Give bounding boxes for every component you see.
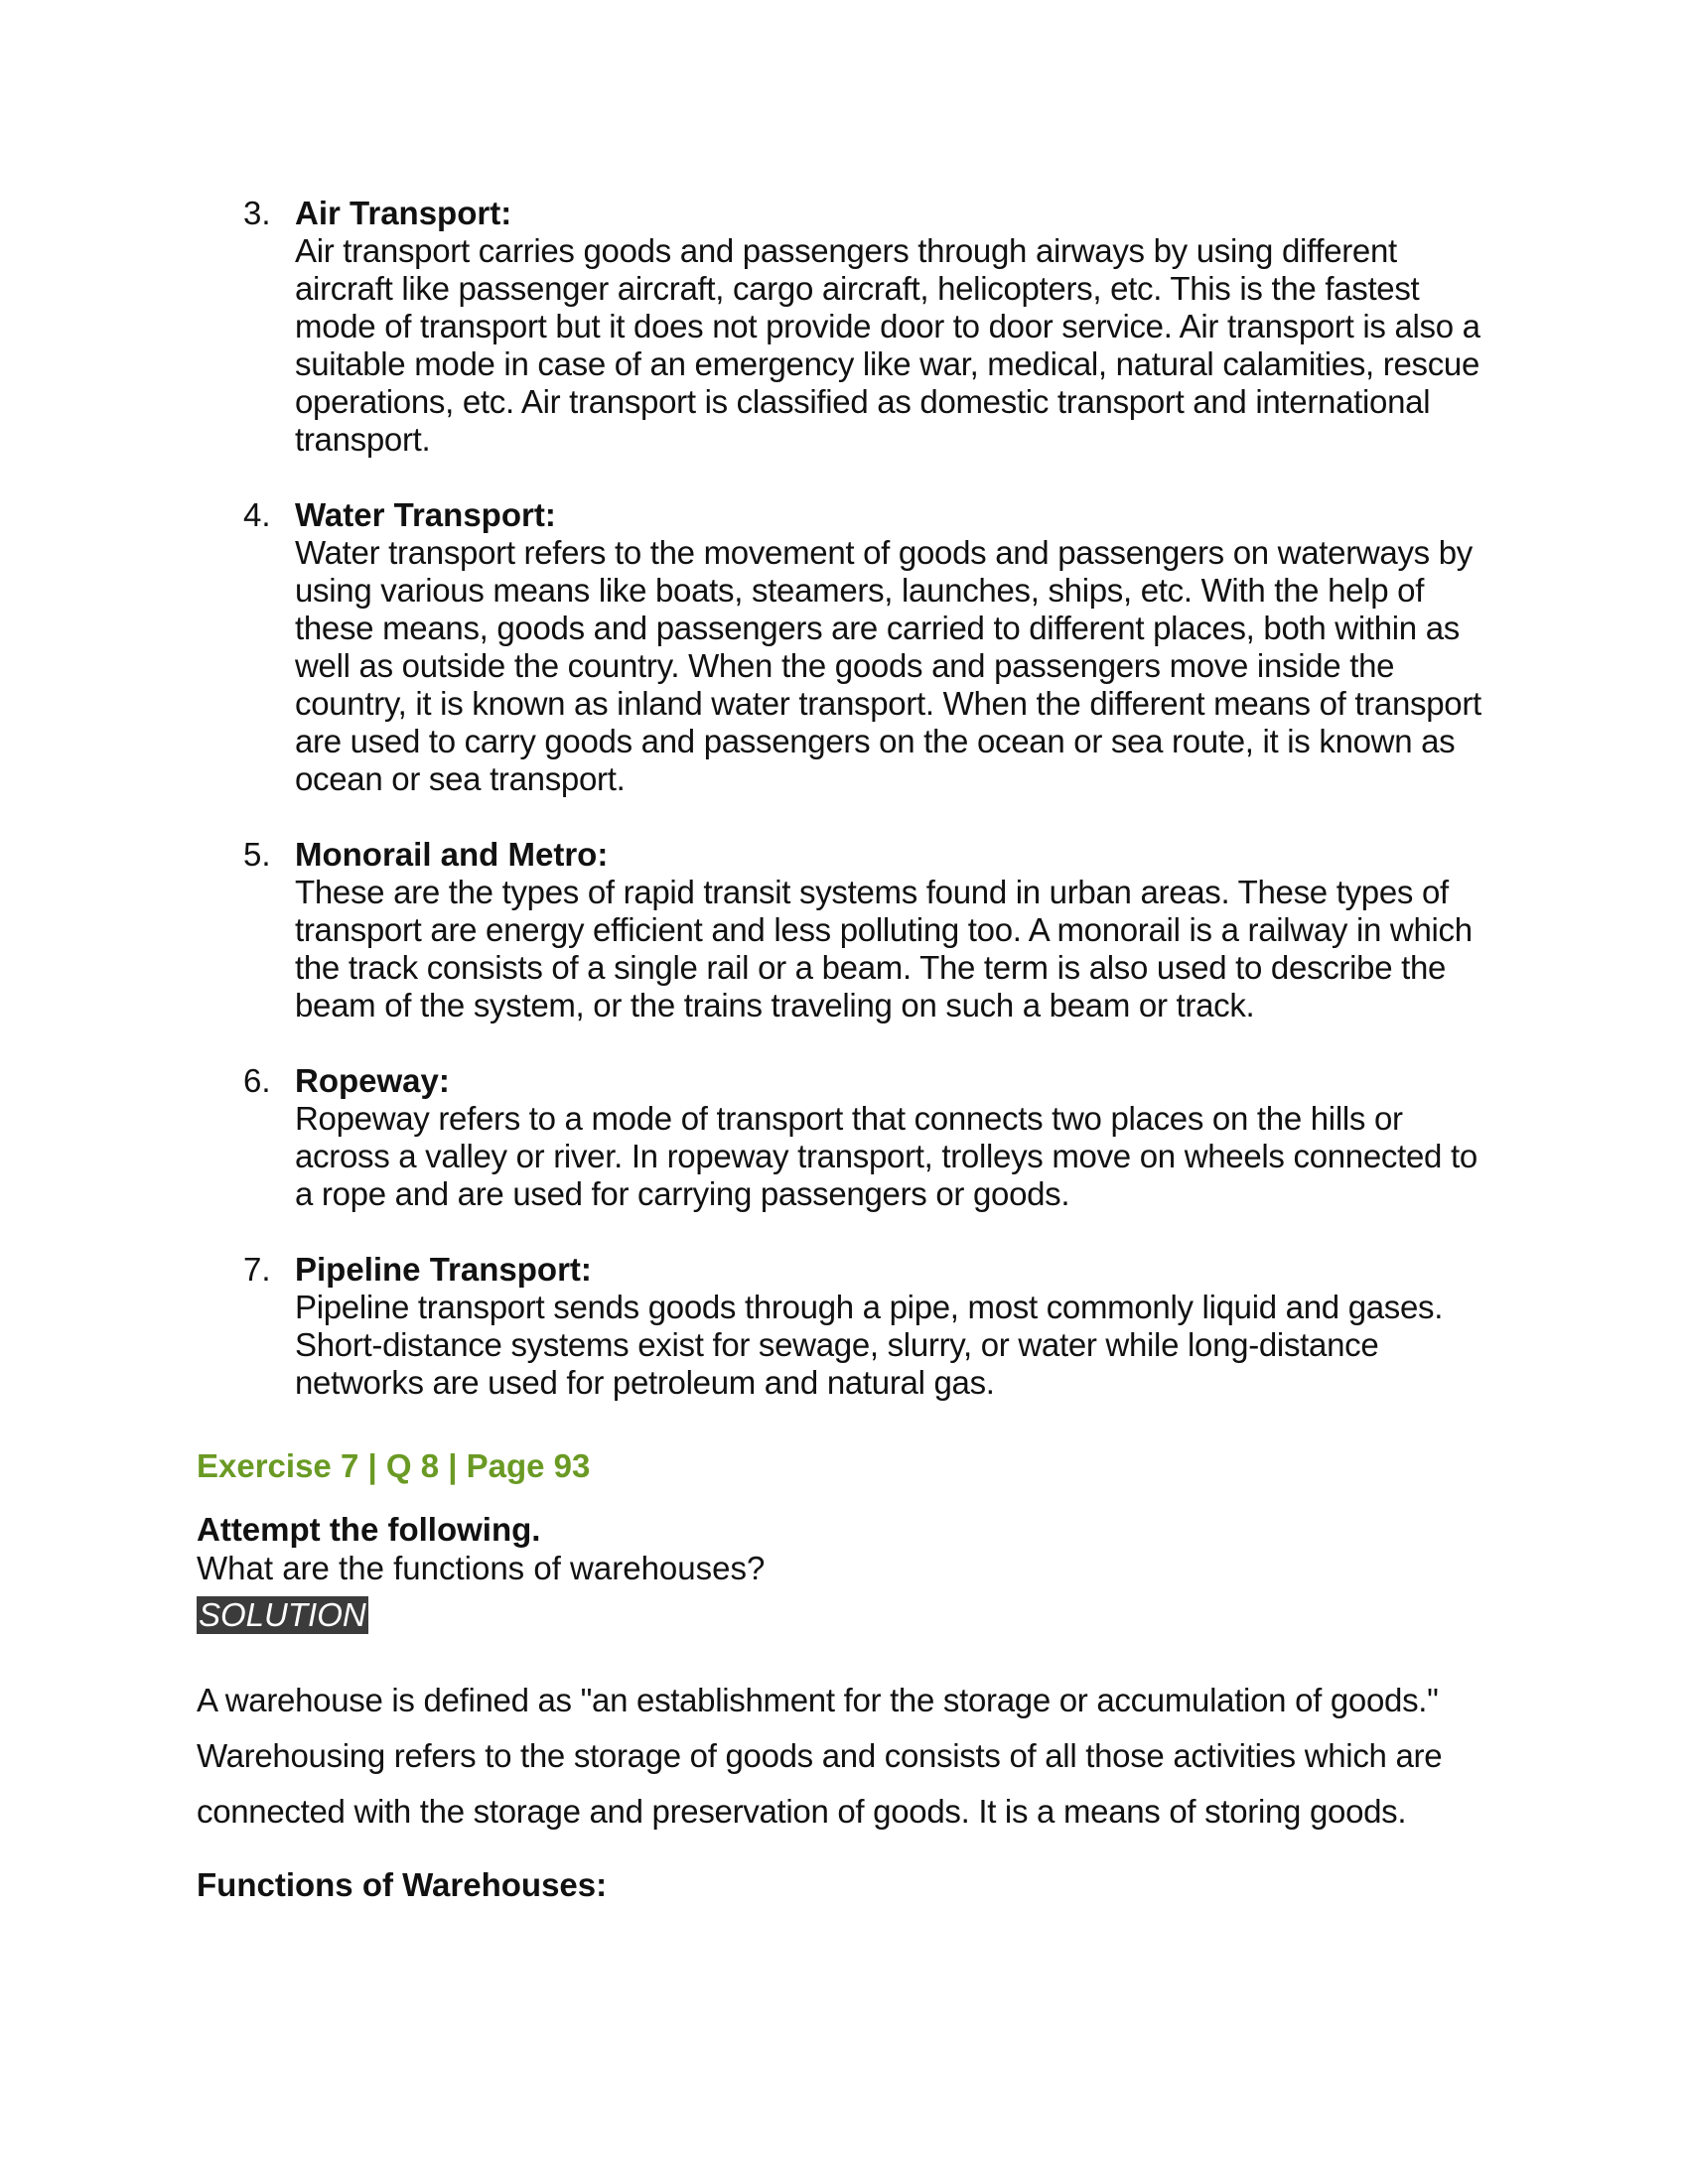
list-item-water-transport	[243, 496, 1494, 798]
list-item-monorail-metro	[243, 836, 1494, 1024]
list-item-body: Ropeway refers to a mode of transport that connects two places on the hills or across a valley or river. In ropeway transport, trolleys move on wheels connected to a rope and are used for carrying passengers or goods.	[295, 1100, 1477, 1212]
list-item-heading: Air Transport:	[295, 195, 512, 231]
functions-heading: Functions of Warehouses:	[197, 1866, 608, 1903]
list-item-pipeline-transport	[243, 1251, 1494, 1402]
list-item-body: Water transport refers to the movement of goods and passengers on waterways by using various means like boats, steamers, launches, ships, etc. With the help of these means, goods and passengers are carried to different places, both within as well as outside the country. When the goods and passengers move inside the country, it is known as inland water transport. When the different means of transport are used to carry goods and passengers on the ocean or sea route, it is known as ocean or sea transport.	[295, 534, 1481, 797]
list-item-ropeway	[243, 1062, 1494, 1213]
question-title: Attempt the following.	[197, 1511, 541, 1548]
list-item-number: 3.	[243, 195, 271, 231]
list-item-body: Pipeline transport sends goods through a pipe, most commonly liquid and gases. Short-distance systems exist for sewage, slurry, or water while long-distance networks are used for petroleum and natural gas.	[295, 1289, 1444, 1401]
list-item-heading: Water Transport:	[295, 496, 556, 533]
question-block	[197, 1511, 1487, 1634]
list-item-heading: Ropeway:	[295, 1062, 450, 1099]
answer-paragraph: A warehouse is defined as "an establishment for the storage or accumulation of goods." Warehousing refers to the storage of goods and consists of all those activities which are connected with the storage and preservation of goods. It is a means of storing goods.	[197, 1682, 1443, 1830]
list-item-number: 6.	[243, 1062, 271, 1099]
transport-list	[243, 195, 1494, 1439]
list-item-body: Air transport carries goods and passengers through airways by using different aircraft like passenger aircraft, cargo aircraft, helicopters, etc. This is the fastest mode of transport but it does not provide door to door service. Air transport is also a suitable mode in case of an emergency like war, medical, natural calamities, rescue operations, etc. Air transport is classified as domestic transport and international transport.	[295, 232, 1480, 458]
question-text: What are the functions of warehouses?	[197, 1550, 766, 1586]
list-item-number: 5.	[243, 836, 271, 873]
solution-badge: SOLUTION	[199, 1596, 366, 1633]
list-item-heading: Pipeline Transport:	[295, 1251, 592, 1288]
list-item-number: 4.	[243, 496, 271, 533]
exercise-header: Exercise 7 | Q 8 | Page 93	[197, 1447, 591, 1484]
list-item-heading: Monorail and Metro:	[295, 836, 609, 873]
list-item-body: These are the types of rapid transit systems found in urban areas. These types of transport are energy efficient and less polluting too. A monorail is a railway in which the track consists of a single rail or a beam. The term is also used to describe the beam of the system, or the trains traveling on such a beam or track.	[295, 874, 1473, 1024]
list-item-air-transport	[243, 195, 1494, 459]
list-item-number: 7.	[243, 1251, 271, 1288]
